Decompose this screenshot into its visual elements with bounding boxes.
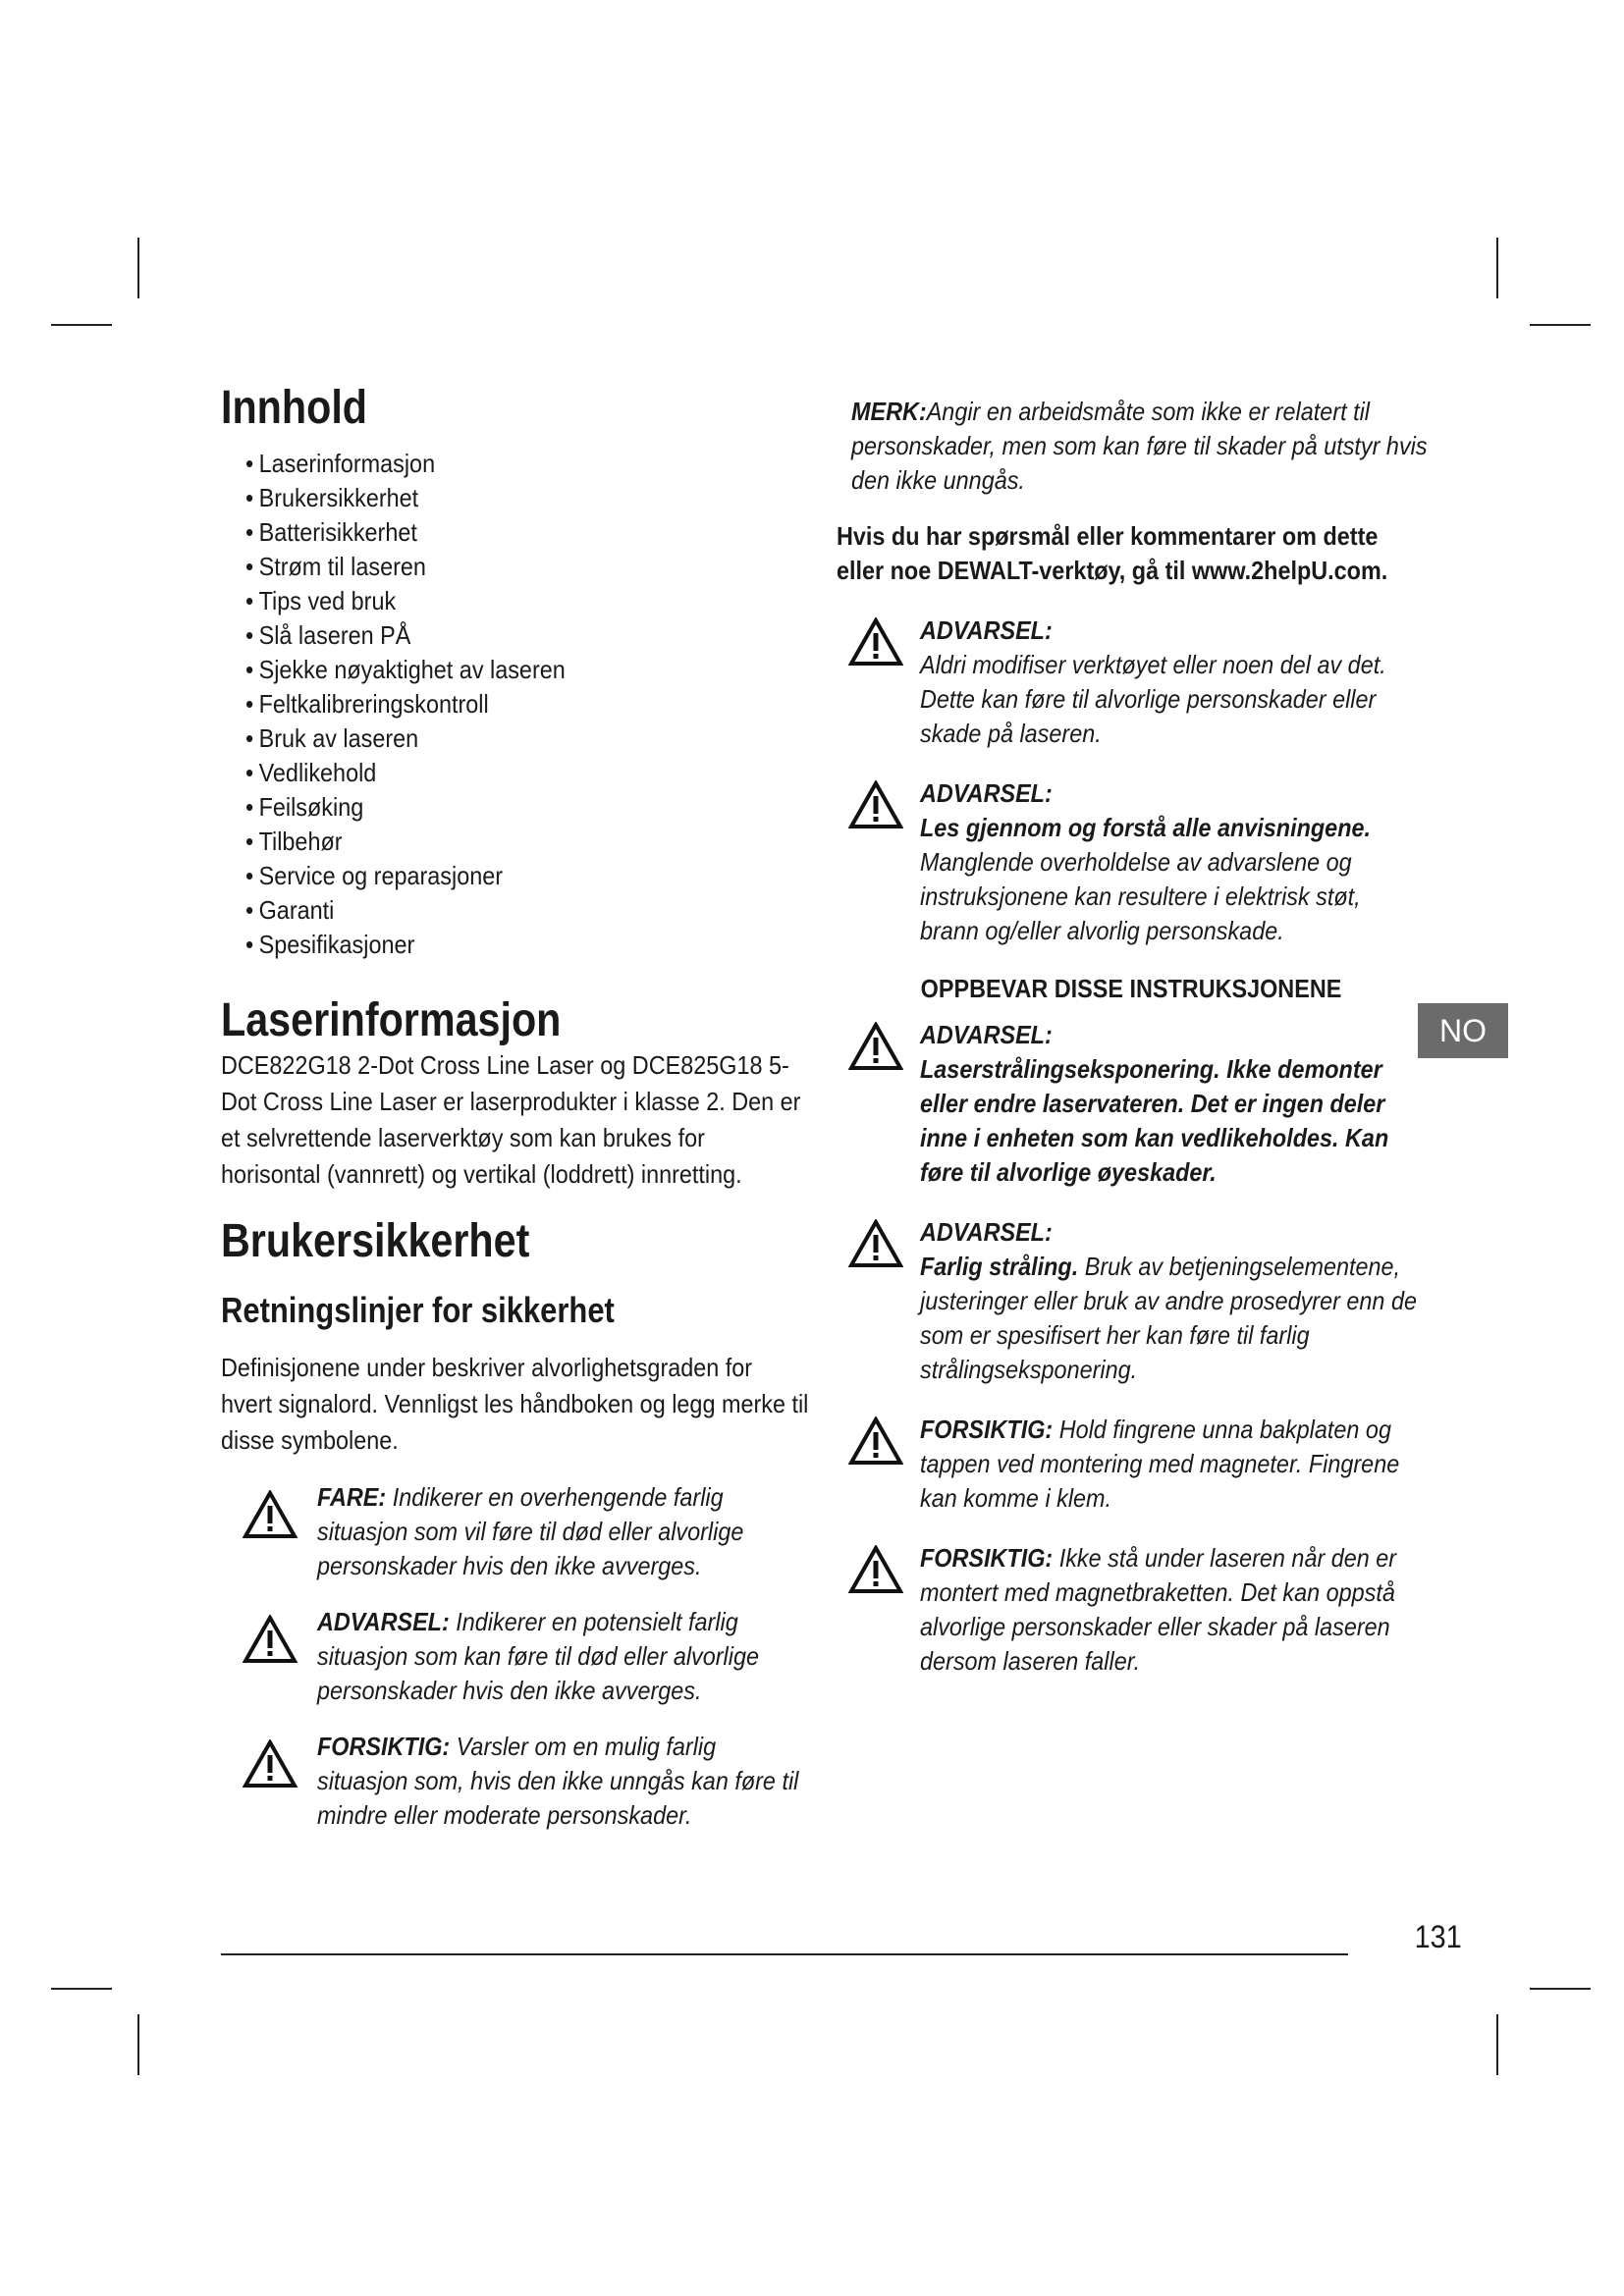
- warning-text: Aldri modifiser verktøyet eller noen del av det. Dette kan føre til alvorlige personskader eller skade på laseren.: [920, 650, 1386, 748]
- crop-mark: [137, 2014, 139, 2075]
- warning-modify: [837, 614, 1426, 751]
- toc-item: [245, 481, 754, 515]
- warning-triangle-icon: [848, 1022, 903, 1071]
- warning-text: Bruk av betjeningselementene, justeringer eller bruk av andre prosedyrer enn de som er spesifisert her kan føre til farlig strålingseksponering.: [920, 1252, 1417, 1384]
- toc-item: [245, 584, 754, 618]
- toc-bullet: •: [245, 448, 254, 478]
- toc-bullet: •: [245, 929, 254, 959]
- warning-triangle-icon: [848, 617, 903, 667]
- toc-item: [245, 550, 754, 584]
- warning-strong: Laserstrålingseksponering. Ikke demonter eller endre laservateren. Det er ingen deler inne i enheten som kan vedlikeholdes. Kan føre til alvorlige øyeskader.: [920, 1054, 1389, 1187]
- toc-title: Innhold: [221, 382, 368, 434]
- toc-item-label: Vedlikehold: [258, 757, 377, 787]
- toc-bullet: •: [245, 482, 254, 512]
- caution-label: FORSIKTIG:: [920, 1415, 1054, 1444]
- toc-bullet: •: [245, 551, 254, 581]
- toc-list: [245, 447, 810, 962]
- toc-bullet: •: [245, 516, 254, 547]
- right-column: [837, 395, 1426, 1679]
- signal-advarsel: [221, 1605, 810, 1708]
- toc-bullet: •: [245, 654, 254, 684]
- signal-label: FORSIKTIG:: [317, 1731, 451, 1761]
- safety-subtitle: Retningslinjer for sikkerhet: [221, 1290, 615, 1331]
- toc-item-label: Bruk av laseren: [258, 722, 419, 753]
- caution-label: FORSIKTIG:: [920, 1543, 1054, 1573]
- toc-item: [245, 618, 754, 653]
- laserinfo-title: Laserinformasjon: [221, 993, 562, 1046]
- toc-bullet: •: [245, 791, 254, 822]
- warning-triangle-icon: [848, 1219, 903, 1268]
- toc-bullet: •: [245, 619, 254, 650]
- warning-label: ADVARSEL:: [920, 615, 1053, 645]
- warning-label: ADVARSEL:: [920, 1020, 1053, 1049]
- caution-text: Ikke stå under laseren når den er montert med magnetbraketten. Det kan oppstå alvorlige personskader eller skader på laseren dersom laseren faller.: [920, 1543, 1397, 1676]
- toc-item-label: Laserinformasjon: [258, 448, 436, 478]
- merk-label: MERK:: [851, 397, 927, 426]
- caution-fingers: [837, 1413, 1426, 1516]
- warning-strong: Les gjennom og forstå alle anvisningene.: [920, 813, 1371, 842]
- page-number: 131: [1414, 1919, 1462, 1954]
- toc-item: [245, 790, 754, 825]
- toc-item: [245, 825, 754, 859]
- keep-instructions: OPPBEVAR DISSE INSTRUKSJONENE: [920, 974, 1342, 1003]
- safety-title: Brukersikkerhet: [221, 1214, 530, 1267]
- toc-item-label: Feltkalibreringskontroll: [258, 688, 489, 719]
- toc-item: [245, 687, 754, 721]
- toc-item-label: Feilsøking: [258, 791, 364, 822]
- signal-text: Indikerer en overhengende farlig situasjon som vil føre til død eller alvorlige personskader hvis den ikke avverges.: [317, 1481, 744, 1580]
- toc-bullet: •: [245, 894, 254, 925]
- toc-item-label: Strøm til laseren: [258, 551, 426, 581]
- warning-label: ADVARSEL:: [920, 1217, 1053, 1247]
- toc-item: [245, 893, 754, 928]
- crop-mark: [1496, 238, 1498, 298]
- language-tab: NO: [1418, 1003, 1508, 1058]
- toc-item-label: Batterisikkerhet: [258, 516, 417, 547]
- crop-mark: [51, 324, 112, 326]
- warning-laser: [837, 1018, 1426, 1190]
- toc-item: [245, 515, 754, 550]
- crop-mark: [137, 238, 139, 298]
- toc-item: [245, 859, 754, 893]
- toc-item: [245, 447, 754, 481]
- toc-item: [245, 928, 754, 962]
- crop-mark: [51, 1988, 112, 1990]
- toc-item-label: Brukersikkerhet: [258, 482, 419, 512]
- toc-bullet: •: [245, 757, 254, 787]
- warning-triangle-icon: [848, 780, 903, 829]
- crop-mark: [1496, 2014, 1498, 2075]
- signal-forsiktig: [221, 1730, 810, 1833]
- crop-mark: [1530, 324, 1591, 326]
- toc-bullet: •: [245, 826, 254, 856]
- toc-item-label: Sjekke nøyaktighet av laseren: [258, 654, 566, 684]
- laserinfo-body: DCE822G18 2-Dot Cross Line Laser og DCE825G18 5-Dot Cross Line Laser er laserprodukter i klasse 2. Den er et selvrettende laserverktøy som kan brukes for horisontal (vannrett) og vertikal (loddrett) innretting.: [221, 1049, 801, 1189]
- merk-note: [851, 395, 1439, 498]
- toc-item-label: Tilbehør: [258, 826, 343, 856]
- toc-item-label: Garanti: [258, 894, 335, 925]
- toc-bullet: •: [245, 722, 254, 753]
- caution-text: Hold fingrene unna bakplaten og tappen ved montering med magneter. Fingrene kan komme i klem.: [920, 1415, 1400, 1513]
- contact-info: Hvis du har spørsmål eller kommentarer om dette eller noe DEWALT-verktøy, gå til www.2helpU.com.: [837, 521, 1388, 585]
- toc-bullet: •: [245, 585, 254, 615]
- toc-item-label: Spesifikasjoner: [258, 929, 415, 959]
- signal-text: Indikerer en potensielt farlig situasjon som kan føre til død eller alvorlige personskader hvis den ikke avverges.: [317, 1606, 759, 1705]
- signal-label: FARE:: [317, 1481, 387, 1512]
- warning-triangle-icon: [848, 1416, 903, 1466]
- footer-rule: [221, 1953, 1348, 1955]
- toc-item-label: Tips ved bruk: [258, 585, 397, 615]
- toc-item: [245, 756, 754, 790]
- toc-bullet: •: [245, 688, 254, 719]
- warning-triangle-icon: [243, 1615, 298, 1664]
- merk-text: Angir en arbeidsmåte som ikke er relatert til personskader, men som kan føre til skader på utstyr hvis den ikke unngås.: [851, 397, 1428, 495]
- crop-mark: [1530, 1988, 1591, 1990]
- warning-strong: Farlig stråling.: [920, 1252, 1079, 1281]
- signal-label: ADVARSEL:: [317, 1606, 450, 1636]
- warning-read: [837, 776, 1426, 948]
- toc-item-label: Slå laseren PÅ: [258, 619, 411, 650]
- toc-item-label: Service og reparasjoner: [258, 860, 504, 890]
- signal-fare: [221, 1480, 810, 1583]
- safety-body: Definisjonene under beskriver alvorlighetsgraden for hvert signalord. Vennligst les håndboken og legg merke til disse symbolene.: [221, 1352, 809, 1455]
- signal-text: Varsler om en mulig farlig situasjon som, hvis den ikke unngås kan føre til mindre eller moderate personskader.: [317, 1731, 799, 1830]
- warning-triangle-icon: [848, 1545, 903, 1594]
- left-column: [221, 383, 810, 1833]
- caution-stand: [837, 1541, 1426, 1679]
- toc-item: [245, 721, 754, 756]
- warning-text: Manglende overholdelse av advarslene og instruksjonene kan resultere i elektrisk støt, brann og/eller alvorlig personskade.: [920, 847, 1361, 945]
- toc-item: [245, 653, 754, 687]
- warning-radiation: [837, 1215, 1426, 1387]
- warning-triangle-icon: [243, 1739, 298, 1789]
- warning-label: ADVARSEL:: [920, 778, 1053, 808]
- warning-triangle-icon: [243, 1490, 298, 1539]
- toc-bullet: •: [245, 860, 254, 890]
